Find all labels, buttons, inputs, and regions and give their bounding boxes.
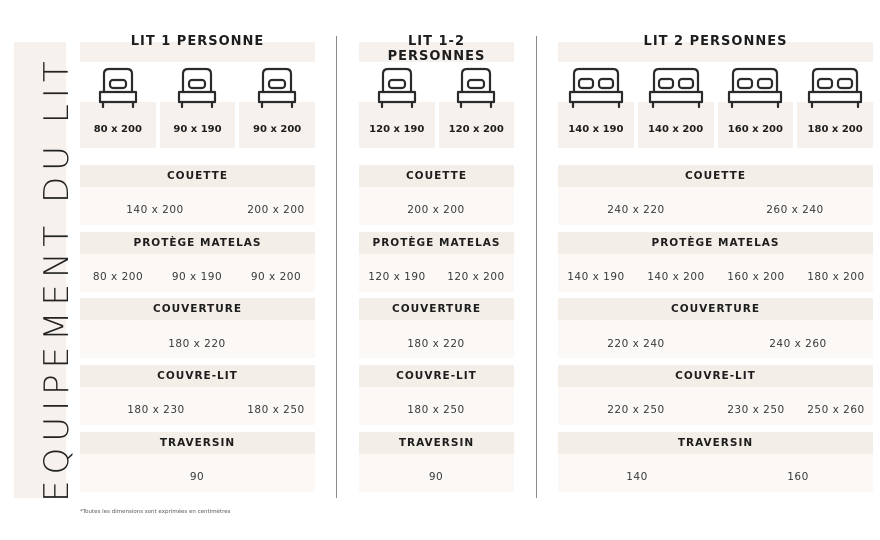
section-title: LIT 2 PERSONNES [643,34,788,49]
bed-size-card [439,66,515,144]
bed-size-card [718,66,794,144]
dimension-value: 140 x 190 [567,271,625,283]
category-header: COUVERTURE [558,298,873,320]
dimension-value: 200 x 200 [247,204,305,216]
category-header: TRAVERSIN [80,432,315,454]
dimension-value: 140 [626,471,648,483]
bed-size-label: 180 x 200 [807,124,863,135]
dimension-value: 90 x 200 [250,271,302,283]
bed-size-label: 90 x 190 [173,124,222,135]
bed-size-label: 80 x 200 [93,124,142,135]
dimension-value: 90 [189,471,205,483]
dimension-value: 160 [787,471,809,483]
bed-size-card [359,66,435,144]
dimension-value: 120 x 190 [368,271,426,283]
dimension-value: 240 x 260 [769,338,827,350]
category-header: COUVERTURE [80,298,315,320]
category-header: COUETTE [359,165,514,187]
bed-size-card [80,66,156,144]
dimension-value: 180 x 220 [407,338,465,350]
category-header: PROTÈGE MATELAS [80,232,315,254]
dimension-value: 260 x 240 [766,204,824,216]
dimension-value: 180 x 250 [407,404,465,416]
category-header: PROTÈGE MATELAS [558,232,873,254]
dimension-value: 90 [428,471,444,483]
dimension-value: 180 x 250 [247,404,305,416]
dimension-value: 250 x 260 [807,404,865,416]
dimension-value: 180 x 230 [127,404,185,416]
dimension-value: 90 x 190 [171,271,223,283]
dimension-value: 140 x 200 [647,271,705,283]
dimension-value: 240 x 220 [607,204,665,216]
category-header: COUVRE-LIT [359,365,514,387]
dimension-value: 230 x 250 [727,404,785,416]
bed-size-card [239,66,315,144]
bed-size-card [797,66,873,144]
category-header: COUVERTURE [359,298,514,320]
bed-size-label: 160 x 200 [727,124,783,135]
bed-size-card [558,66,634,144]
footnote: *Toutes les dimensions sont exprimées en centimètres [80,509,231,515]
bed-size-label: 140 x 200 [648,124,704,135]
bed-size-card [638,66,714,144]
dimension-value: 160 x 200 [727,271,785,283]
category-header: TRAVERSIN [359,432,514,454]
category-header: COUVRE-LIT [80,365,315,387]
bed-size-label: 120 x 200 [448,124,504,135]
dimension-value: 220 x 250 [607,404,665,416]
bed-size-card [160,66,236,144]
bed-size-label: 140 x 190 [568,124,624,135]
dimension-value: 200 x 200 [407,204,465,216]
bed-size-label: 90 x 200 [253,124,302,135]
category-header: TRAVERSIN [558,432,873,454]
column-divider [536,36,537,498]
category-header: PROTÈGE MATELAS [359,232,514,254]
dimension-value: 180 x 200 [807,271,865,283]
section-title: LIT 1-2 PERSONNES [387,34,486,64]
dimension-value: 140 x 200 [126,204,184,216]
dimension-value: 80 x 200 [92,271,144,283]
dimension-value: 220 x 240 [607,338,665,350]
category-header: COUETTE [558,165,873,187]
category-header: COUVRE-LIT [558,365,873,387]
bed-size-label: 120 x 190 [369,124,425,135]
column-divider [336,36,337,498]
category-header: COUETTE [80,165,315,187]
section-title: LIT 1 PERSONNE [130,34,265,49]
dimension-value: 120 x 200 [447,271,505,283]
side-title: EQUIPEMENT DU LIT [37,55,77,502]
dimension-value: 180 x 220 [168,338,226,350]
